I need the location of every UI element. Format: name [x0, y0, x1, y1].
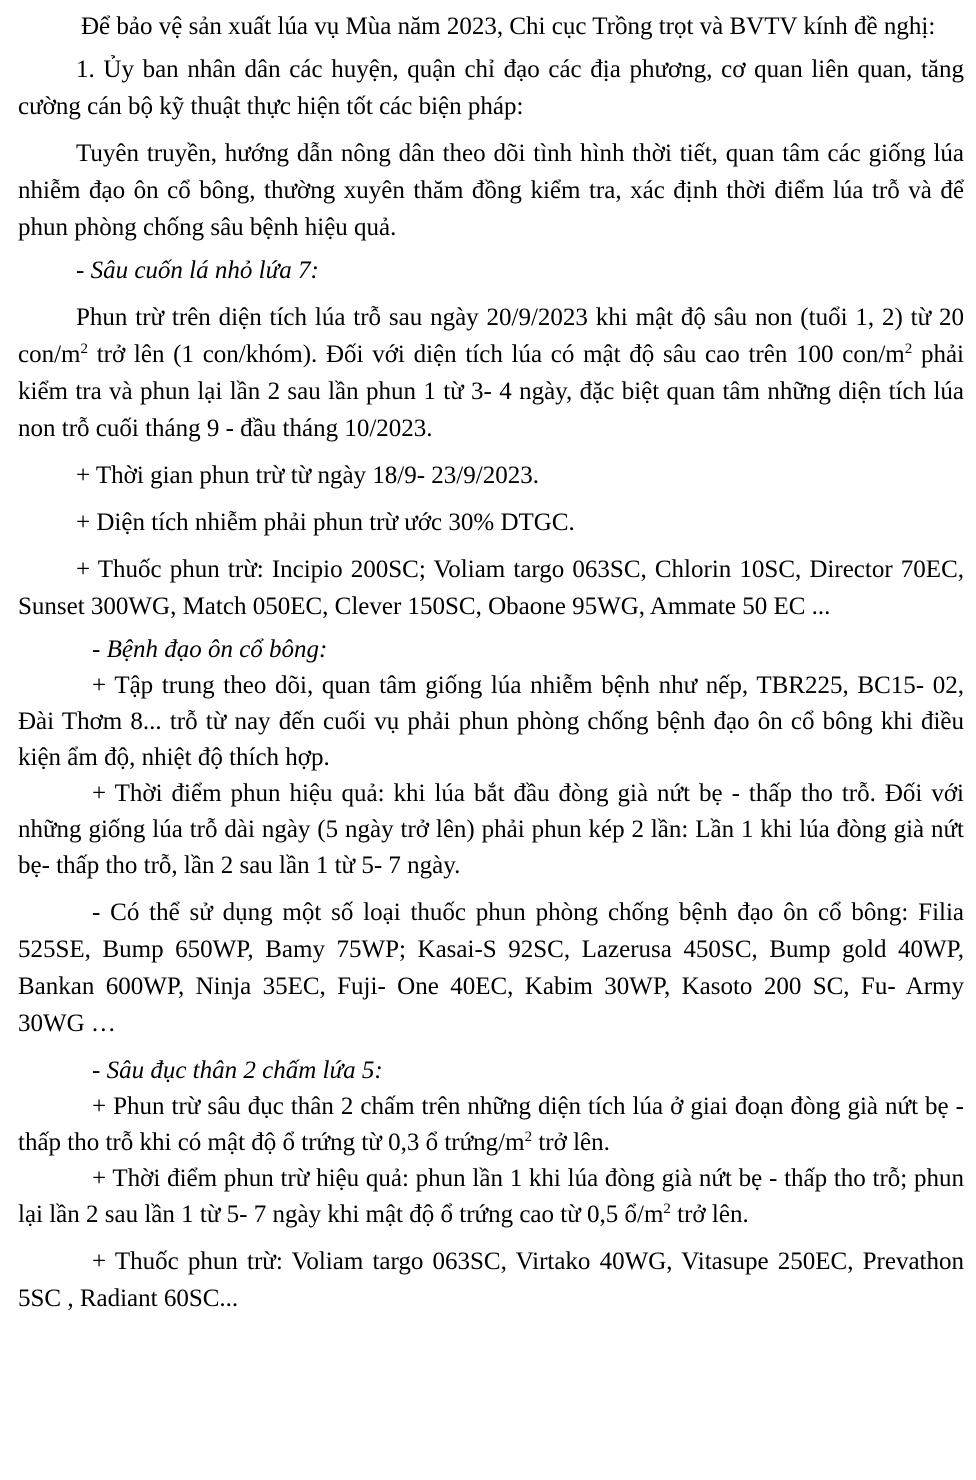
blast-timing: + Thời điểm phun hiệu quả: khi lúa bắt đầu đòng già nứt bẹ - thấp tho trỗ. Đối với những giống lúa trỗ dài ngày (5 ngày trở lên) phải phun kép 2 lần: Lần 1 khi lúa đòng già nứt bẹ- thấp tho trỗ, lần 2 sau lần 1 từ 5- 7 ngày.	[18, 780, 964, 879]
stem-borer-text-d: trở lên.	[670, 1201, 749, 1228]
leaf-folder-text-c: phải kiểm tra và phun lại lần 2 sau lần phun 1 từ 3- 4 ngày, đặc biệt quan tâm những diện tích lúa non trỗ cuối tháng 9 - đầu tháng 10/2023.	[18, 341, 964, 442]
leaf-folder-heading: - Sâu cuốn lá nhỏ lứa 7:	[76, 257, 319, 284]
leaf-folder-paragraph	[18, 299, 964, 447]
propaganda-paragraph: Tuyên truyền, hướng dẫn nông dân theo dõi tình hình thời tiết, quan tâm các giống lúa nhiễm đạo ôn cổ bông, thường xuyên thăm đồng kiểm tra, xác định thời điểm lúa trỗ và để phun phòng chống sâu bệnh hiệu quả.	[18, 140, 964, 241]
stem-borer-paragraph-1	[18, 1089, 964, 1161]
blast-focus: + Tập trung theo dõi, quan tâm giống lúa nhiễm bệnh như nếp, TBR225, BC15- 02, Đài Thơm 8... trỗ từ nay đến cuối vụ phải phun phòng chống bệnh đạo ôn cổ bông khi điều kiện ẩm độ, nhiệt độ thích hợp.	[18, 672, 964, 771]
stem-borer-paragraph-2	[18, 1161, 964, 1233]
superscript: 2	[80, 341, 88, 357]
leaf-folder-time: + Thời gian phun trừ từ ngày 18/9- 23/9/2023.	[76, 462, 539, 489]
item-1-paragraph: 1. Ủy ban nhân dân các huyện, quận chỉ đạo các địa phương, cơ quan liên quan, tăng cường cán bộ kỹ thuật thực hiện tốt các biện pháp:	[18, 56, 964, 120]
stem-borer-text-a: + Phun trừ sâu đục thân 2 chấm trên những diện tích lúa ở giai đoạn đòng già nứt bẹ - thấp tho trỗ khi có mật độ ổ trứng từ 0,3 ổ trứng/m	[18, 1093, 964, 1156]
leaf-folder-drugs: + Thuốc phun trừ: Incipio 200SC; Voliam targo 063SC, Chlorin 10SC, Director 70EC, Sunset 300WG, Match 050EC, Clever 150SC, Obaone 95WG, Ammate 50 EC ...	[18, 556, 964, 620]
stem-borer-text-c: + Thời điểm phun trừ hiệu quả: phun lần 1 khi lúa đòng già nứt bẹ - thấp tho trỗ; phun lại lần 2 sau lần 1 từ 5- 7 ngày khi mật độ ổ trứng cao từ 0,5 ổ/m	[18, 1165, 964, 1228]
intro-paragraph: Để bảo vệ sản xuất lúa vụ Mùa năm 2023, Chi cục Trồng trọt và BVTV kính đề nghị:	[81, 13, 936, 40]
superscript: 2	[663, 1201, 671, 1217]
stem-borer-text-b: trở lên.	[532, 1129, 610, 1156]
leaf-folder-text-b: trở lên (1 con/khóm). Đối với diện tích lúa có mật độ sâu cao trên 100 con/m	[88, 341, 905, 368]
stem-borer-heading: - Sâu đục thân 2 chấm lứa 5:	[92, 1057, 383, 1084]
stem-borer-drugs: + Thuốc phun trừ: Voliam targo 063SC, Virtako 40WG, Vitasupe 250EC, Prevathon 5SC , Radiant 60SC...	[18, 1248, 964, 1312]
blast-heading: - Bệnh đạo ôn cổ bông:	[92, 636, 328, 663]
blast-drugs: - Có thể sử dụng một số loại thuốc phun phòng chống bệnh đạo ôn cổ bông: Filia 525SE, Bump 650WP, Bamy 75WP; Kasai-S 92SC, Lazerusa 450SC, Bump gold 40WP, Bankan 600WP, Ninja 35EC, Fuji- One 40EC, Kabim 30WP, Kasoto 200 SC, Fu- Army 30WG …	[18, 899, 964, 1037]
leaf-folder-text-a: Phun trừ trên diện tích lúa trỗ sau ngày 20/9/2023 khi mật độ sâu non (tuổi 1, 2) từ 20 con/m	[18, 304, 964, 368]
superscript: 2	[524, 1129, 533, 1145]
superscript: 2	[904, 341, 913, 357]
leaf-folder-area: + Diện tích nhiễm phải phun trừ ước 30% DTGC.	[76, 509, 575, 536]
